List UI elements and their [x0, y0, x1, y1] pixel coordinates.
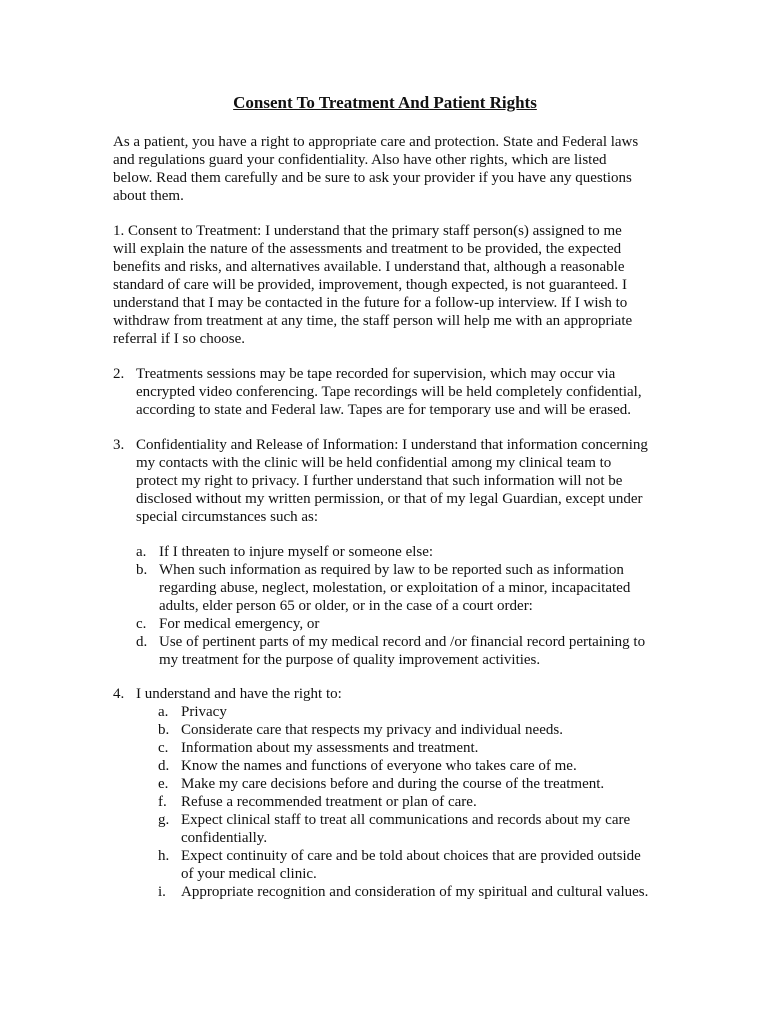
section1-line: benefits and risks, and alternatives available. I understand that, although a reasonable: [113, 259, 625, 275]
section-consent-to-treatment: [113, 222, 653, 348]
list-item-text: Refuse a recommended treatment or plan of care.: [181, 794, 477, 810]
list-item-text: When such information as required by law to be reported such as information: [159, 562, 624, 578]
list-item-label: h.: [158, 848, 170, 864]
list-item-text: of your medical clinic.: [181, 866, 317, 882]
section1-line: will explain the nature of the assessments and treatment to be provided, the expected: [113, 241, 622, 257]
section3-line: Confidentiality and Release of Information: I understand that information concerning: [136, 437, 648, 453]
intro-line: As a patient, you have a right to appropriate care and protection. State and Federal laws: [113, 134, 639, 150]
list-item-label: d.: [136, 634, 148, 650]
list-item-text: Use of pertinent parts of my medical record and /or financial record pertaining to: [159, 634, 646, 650]
section3-line: my contacts with the clinic will be held confidential among my clinical team to: [136, 455, 612, 471]
section4-heading: I understand and have the right to:: [136, 686, 342, 702]
section4-number: 4.: [113, 686, 125, 702]
list-item-label: a.: [136, 544, 147, 560]
section1-line: 1. Consent to Treatment: I understand that the primary staff person(s) assigned to me: [113, 223, 622, 239]
list-item-text: For medical emergency, or: [159, 616, 320, 632]
section1-line: referral if I so choose.: [113, 331, 246, 347]
list-item-label: b.: [136, 562, 148, 578]
list-item-text: Expect clinical staff to treat all communications and records about my care: [181, 812, 631, 828]
section1-line: understand that I may be contacted in the future for a follow-up interview. If I wish to: [113, 295, 628, 311]
section3-line: protect my right to privacy. I further understand that such information will not be: [136, 473, 623, 489]
intro-line: below. Read them carefully and be sure to ask your provider if you have any questions: [113, 170, 632, 186]
section3-line: special circumstances such as:: [136, 509, 319, 525]
intro-line: and regulations guard your confidentiality. Also have other rights, which are listed: [113, 152, 607, 168]
list-item-label: c.: [136, 616, 147, 632]
list-item-label: f.: [158, 794, 167, 810]
list-item-label: a.: [158, 704, 169, 720]
list-item-label: g.: [158, 812, 170, 828]
list-item-text: Know the names and functions of everyone who takes care of me.: [181, 758, 577, 774]
section3-text: [136, 436, 648, 526]
list-item-text: Appropriate recognition and consideration of my spiritual and cultural values.: [181, 884, 649, 900]
list-item-text: my treatment for the purpose of quality improvement activities.: [159, 652, 541, 668]
section2-line: Treatments sessions may be tape recorded for supervision, which may occur via: [136, 366, 616, 382]
section2-number: 2.: [113, 366, 125, 382]
list-item-text: adults, elder person 65 or older, or in the case of a court order:: [159, 598, 533, 614]
list-item-label: c.: [158, 740, 169, 756]
list-item-text: Information about my assessments and treatment.: [181, 740, 479, 756]
list-item-text: Make my care decisions before and during the course of the treatment.: [181, 776, 605, 792]
section2-text: [136, 365, 642, 419]
section1-line: withdraw from treatment at any time, the staff person will help me with an appropriate: [113, 313, 633, 329]
list-item-text: Considerate care that respects my privacy and individual needs.: [181, 722, 563, 738]
intro-paragraph: [113, 133, 653, 205]
list-item-text: If I threaten to injure myself or someone else:: [159, 544, 434, 560]
list-item-text: Expect continuity of care and be told about choices that are provided outside: [181, 848, 641, 864]
list-item-text: Privacy: [181, 704, 227, 720]
list-item-text: regarding abuse, neglect, molestation, or exploitation of a minor, incapacitated: [159, 580, 631, 596]
document-title: Consent To Treatment And Patient Rights: [233, 93, 537, 112]
list-item-label: e.: [158, 776, 169, 792]
section3-line: disclosed without my written permission, or that of my legal Guardian, except under: [136, 491, 643, 507]
intro-line: about them.: [113, 188, 184, 204]
section3-number: 3.: [113, 437, 125, 453]
section2-line: according to state and Federal law. Tapes are for temporary use and will be erased.: [136, 402, 631, 418]
list-item-text: confidentially.: [181, 830, 268, 846]
list-item-label: b.: [158, 722, 170, 738]
list-item-label: i.: [158, 884, 166, 900]
section1-line: standard of care will be provided, improvement, though expected, is not guaranteed. I: [113, 277, 627, 293]
section2-line: encrypted video conferencing. Tape recordings will be held completely confidential,: [136, 384, 642, 400]
list-item-label: d.: [158, 758, 170, 774]
